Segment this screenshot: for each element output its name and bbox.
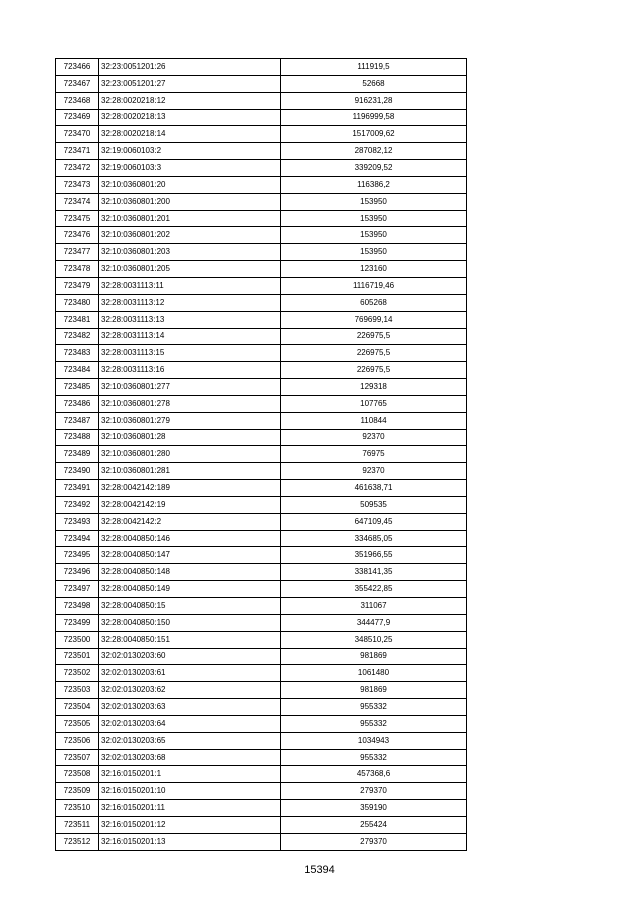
row-id-cell: 723480: [56, 294, 99, 311]
row-id-cell: 723494: [56, 530, 99, 547]
cadastral-number-cell: 32:28:0040850:148: [99, 564, 281, 581]
cadastral-number-cell: 32:28:0020218:14: [99, 126, 281, 143]
table-row: [56, 513, 467, 530]
table-row: [56, 665, 467, 682]
value-cell: 111919,5: [281, 59, 467, 76]
row-id-cell: 723501: [56, 648, 99, 665]
table-row: [56, 581, 467, 598]
row-id-cell: 723504: [56, 699, 99, 716]
table-row: [56, 547, 467, 564]
value-cell: 955332: [281, 715, 467, 732]
value-cell: 359190: [281, 800, 467, 817]
value-cell: 955332: [281, 749, 467, 766]
row-id-cell: 723482: [56, 328, 99, 345]
value-cell: 226975,5: [281, 328, 467, 345]
cadastral-number-cell: 32:16:0150201:13: [99, 833, 281, 850]
table-row: [56, 92, 467, 109]
value-cell: 1517009,62: [281, 126, 467, 143]
table-row: [56, 59, 467, 76]
table-row: [56, 446, 467, 463]
row-id-cell: 723470: [56, 126, 99, 143]
value-cell: 348510,25: [281, 631, 467, 648]
table-row: [56, 412, 467, 429]
cadastral-number-cell: 32:16:0150201:1: [99, 766, 281, 783]
value-cell: 226975,5: [281, 345, 467, 362]
row-id-cell: 723473: [56, 176, 99, 193]
row-id-cell: 723488: [56, 429, 99, 446]
row-id-cell: 723483: [56, 345, 99, 362]
value-cell: 153950: [281, 193, 467, 210]
table-row: [56, 732, 467, 749]
row-id-cell: 723502: [56, 665, 99, 682]
row-id-cell: 723500: [56, 631, 99, 648]
row-id-cell: 723506: [56, 732, 99, 749]
table-row: [56, 379, 467, 396]
row-id-cell: 723468: [56, 92, 99, 109]
value-cell: 153950: [281, 227, 467, 244]
value-cell: 916231,28: [281, 92, 467, 109]
cadastral-number-cell: 32:02:0130203:61: [99, 665, 281, 682]
row-id-cell: 723511: [56, 816, 99, 833]
value-cell: 769699,14: [281, 311, 467, 328]
row-id-cell: 723489: [56, 446, 99, 463]
table-row: [56, 261, 467, 278]
cadastral-value-table: [55, 58, 467, 851]
table-row: [56, 648, 467, 665]
value-cell: 339209,52: [281, 160, 467, 177]
cadastral-number-cell: 32:28:0031113:12: [99, 294, 281, 311]
table-row: [56, 480, 467, 497]
row-id-cell: 723496: [56, 564, 99, 581]
cadastral-number-cell: 32:02:0130203:68: [99, 749, 281, 766]
cadastral-number-cell: 32:10:0360801:278: [99, 395, 281, 412]
row-id-cell: 723469: [56, 109, 99, 126]
cadastral-number-cell: 32:23:0051201:26: [99, 59, 281, 76]
value-cell: 110844: [281, 412, 467, 429]
value-cell: 647109,45: [281, 513, 467, 530]
cadastral-number-cell: 32:10:0360801:205: [99, 261, 281, 278]
value-cell: 1034943: [281, 732, 467, 749]
row-id-cell: 723471: [56, 143, 99, 160]
cadastral-number-cell: 32:23:0051201:27: [99, 75, 281, 92]
row-id-cell: 723507: [56, 749, 99, 766]
value-cell: 605268: [281, 294, 467, 311]
table-row: [56, 749, 467, 766]
row-id-cell: 723505: [56, 715, 99, 732]
cadastral-number-cell: 32:28:0040850:149: [99, 581, 281, 598]
value-cell: 129318: [281, 379, 467, 396]
value-cell: 76975: [281, 446, 467, 463]
row-id-cell: 723510: [56, 800, 99, 817]
value-cell: 52668: [281, 75, 467, 92]
cadastral-number-cell: 32:28:0042142:2: [99, 513, 281, 530]
value-cell: 92370: [281, 463, 467, 480]
table-row: [56, 143, 467, 160]
cadastral-number-cell: 32:28:0042142:19: [99, 496, 281, 513]
row-id-cell: 723477: [56, 244, 99, 261]
table-row: [56, 362, 467, 379]
table-row: [56, 833, 467, 850]
cadastral-number-cell: 32:10:0360801:280: [99, 446, 281, 463]
row-id-cell: 723476: [56, 227, 99, 244]
table-row: [56, 160, 467, 177]
table-row: [56, 294, 467, 311]
cadastral-number-cell: 32:19:0060103:2: [99, 143, 281, 160]
cadastral-number-cell: 32:16:0150201:12: [99, 816, 281, 833]
value-cell: 457368,6: [281, 766, 467, 783]
cadastral-number-cell: 32:10:0360801:20: [99, 176, 281, 193]
value-cell: 226975,5: [281, 362, 467, 379]
value-cell: 1061480: [281, 665, 467, 682]
cadastral-number-cell: 32:28:0040850:151: [99, 631, 281, 648]
table-row: [56, 715, 467, 732]
cadastral-number-cell: 32:10:0360801:202: [99, 227, 281, 244]
table-row: [56, 682, 467, 699]
table-row: [56, 766, 467, 783]
row-id-cell: 723499: [56, 614, 99, 631]
table-row: [56, 395, 467, 412]
value-cell: 334685,05: [281, 530, 467, 547]
value-cell: 1116719,46: [281, 277, 467, 294]
cadastral-number-cell: 32:28:0040850:150: [99, 614, 281, 631]
row-id-cell: 723479: [56, 277, 99, 294]
value-cell: 461638,71: [281, 480, 467, 497]
value-cell: 981869: [281, 682, 467, 699]
value-cell: 92370: [281, 429, 467, 446]
table-row: [56, 277, 467, 294]
row-id-cell: 723485: [56, 379, 99, 396]
table-row: [56, 463, 467, 480]
value-cell: 509535: [281, 496, 467, 513]
table-row: [56, 631, 467, 648]
row-id-cell: 723490: [56, 463, 99, 480]
cadastral-number-cell: 32:10:0360801:28: [99, 429, 281, 446]
value-cell: 955332: [281, 699, 467, 716]
cadastral-number-cell: 32:28:0031113:11: [99, 277, 281, 294]
value-cell: 255424: [281, 816, 467, 833]
table-body: [56, 59, 467, 851]
table-row: [56, 530, 467, 547]
table-row: [56, 328, 467, 345]
value-cell: 153950: [281, 210, 467, 227]
row-id-cell: 723484: [56, 362, 99, 379]
value-cell: 153950: [281, 244, 467, 261]
cadastral-number-cell: 32:28:0040850:147: [99, 547, 281, 564]
row-id-cell: 723472: [56, 160, 99, 177]
cadastral-number-cell: 32:16:0150201:10: [99, 783, 281, 800]
value-cell: 344477,9: [281, 614, 467, 631]
cadastral-number-cell: 32:28:0031113:13: [99, 311, 281, 328]
table-row: [56, 210, 467, 227]
table-row: [56, 227, 467, 244]
cadastral-number-cell: 32:16:0150201:11: [99, 800, 281, 817]
value-cell: 279370: [281, 783, 467, 800]
row-id-cell: 723498: [56, 598, 99, 615]
cadastral-number-cell: 32:28:0040850:146: [99, 530, 281, 547]
value-cell: 279370: [281, 833, 467, 850]
table-row: [56, 75, 467, 92]
row-id-cell: 723475: [56, 210, 99, 227]
row-id-cell: 723503: [56, 682, 99, 699]
row-id-cell: 723481: [56, 311, 99, 328]
row-id-cell: 723478: [56, 261, 99, 278]
row-id-cell: 723491: [56, 480, 99, 497]
table-row: [56, 614, 467, 631]
table-row: [56, 800, 467, 817]
row-id-cell: 723512: [56, 833, 99, 850]
cadastral-number-cell: 32:19:0060103:3: [99, 160, 281, 177]
value-cell: 338141,35: [281, 564, 467, 581]
table-row: [56, 598, 467, 615]
cadastral-number-cell: 32:02:0130203:63: [99, 699, 281, 716]
cadastral-number-cell: 32:28:0031113:15: [99, 345, 281, 362]
page-number: 15394: [304, 864, 335, 876]
value-cell: 116386,2: [281, 176, 467, 193]
cadastral-number-cell: 32:28:0031113:16: [99, 362, 281, 379]
row-id-cell: 723508: [56, 766, 99, 783]
row-id-cell: 723492: [56, 496, 99, 513]
row-id-cell: 723495: [56, 547, 99, 564]
table-row: [56, 176, 467, 193]
cadastral-number-cell: 32:10:0360801:277: [99, 379, 281, 396]
table-row: [56, 345, 467, 362]
row-id-cell: 723467: [56, 75, 99, 92]
value-cell: 355422,85: [281, 581, 467, 598]
row-id-cell: 723509: [56, 783, 99, 800]
value-cell: 287082,12: [281, 143, 467, 160]
cadastral-number-cell: 32:10:0360801:203: [99, 244, 281, 261]
cadastral-number-cell: 32:10:0360801:201: [99, 210, 281, 227]
value-cell: 351966,55: [281, 547, 467, 564]
cadastral-number-cell: 32:02:0130203:60: [99, 648, 281, 665]
table-row: [56, 816, 467, 833]
table-row: [56, 496, 467, 513]
table-row: [56, 193, 467, 210]
cadastral-number-cell: 32:02:0130203:65: [99, 732, 281, 749]
table-row: [56, 311, 467, 328]
table-row: [56, 109, 467, 126]
cadastral-number-cell: 32:28:0040850:15: [99, 598, 281, 615]
row-id-cell: 723486: [56, 395, 99, 412]
table-row: [56, 783, 467, 800]
table-row: [56, 564, 467, 581]
row-id-cell: 723474: [56, 193, 99, 210]
cadastral-number-cell: 32:10:0360801:200: [99, 193, 281, 210]
cadastral-number-cell: 32:10:0360801:281: [99, 463, 281, 480]
row-id-cell: 723487: [56, 412, 99, 429]
value-cell: 123160: [281, 261, 467, 278]
row-id-cell: 723497: [56, 581, 99, 598]
cadastral-number-cell: 32:10:0360801:279: [99, 412, 281, 429]
cadastral-number-cell: 32:28:0020218:12: [99, 92, 281, 109]
value-cell: 107765: [281, 395, 467, 412]
cadastral-number-cell: 32:28:0031113:14: [99, 328, 281, 345]
value-cell: 1196999,58: [281, 109, 467, 126]
row-id-cell: 723493: [56, 513, 99, 530]
cadastral-number-cell: 32:28:0020218:13: [99, 109, 281, 126]
value-cell: 981869: [281, 648, 467, 665]
cadastral-number-cell: 32:28:0042142:189: [99, 480, 281, 497]
table-row: [56, 699, 467, 716]
table-row: [56, 429, 467, 446]
value-cell: 311067: [281, 598, 467, 615]
row-id-cell: 723466: [56, 59, 99, 76]
table-row: [56, 126, 467, 143]
table-row: [56, 244, 467, 261]
cadastral-number-cell: 32:02:0130203:62: [99, 682, 281, 699]
cadastral-number-cell: 32:02:0130203:64: [99, 715, 281, 732]
